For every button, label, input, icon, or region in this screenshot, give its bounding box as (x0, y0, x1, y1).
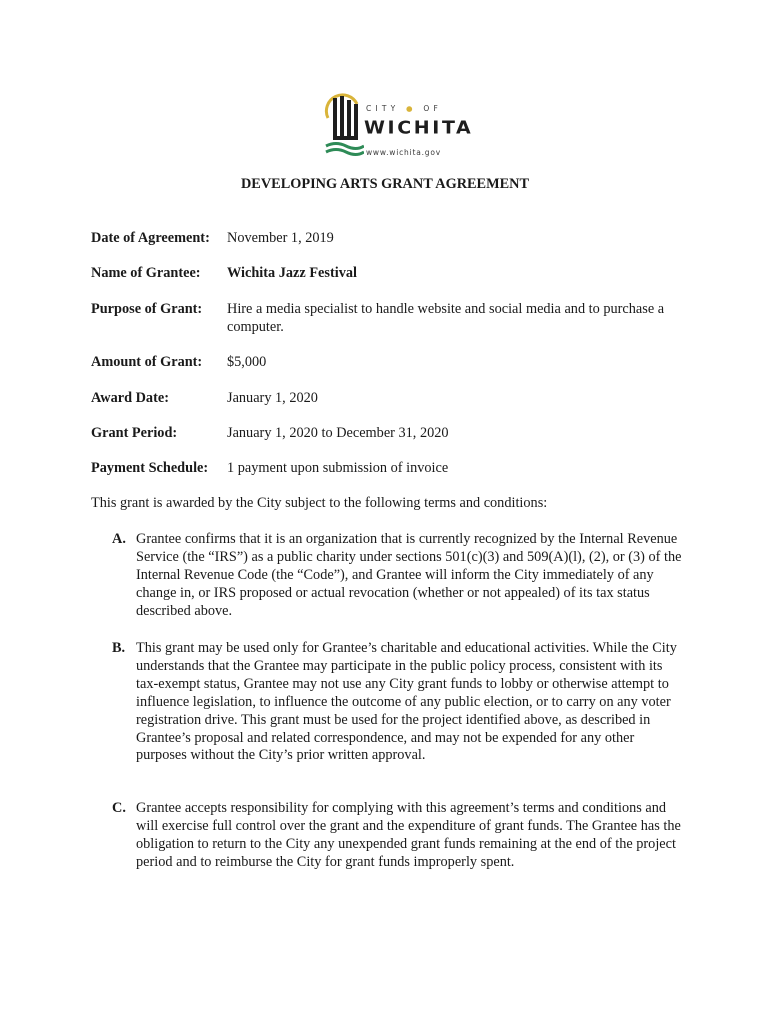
field-label: Payment Schedule: (91, 460, 209, 476)
term-letter: A. (112, 531, 126, 547)
city-website-url: www.wichita.gov (366, 148, 441, 157)
term-letter: B. (112, 640, 126, 656)
field-value: January 1, 2020 to December 31, 2020 (227, 425, 449, 441)
field-value: Wichita Jazz Festival (227, 265, 357, 281)
field-value: 1 payment upon submission of invoice (227, 460, 449, 476)
wichita-emblem-icon (324, 88, 364, 163)
field-label: Grant Period: (91, 425, 178, 441)
document-title: DEVELOPING ARTS GRANT AGREEMENT (240, 176, 529, 192)
field-value: November 1, 2019 (227, 230, 334, 246)
field-label: Date of Agreement: (91, 230, 210, 246)
field-label: Award Date: (91, 390, 169, 406)
field-label: Amount of Grant: (91, 354, 203, 370)
wichita-wordmark: WICHITA (364, 117, 474, 139)
term-text: Grantee confirms that it is an organization that is currently recognized by the Internal Revenue Service (the “IRS”) as a public charity under sections 501(c)(3) and 509(A)(l), (2), or (3) of the Internal Revenue Code (the “Code”), and Grantee will inform the City immediately of any change in, or IRS proposed or actual revocation (whether or not appealed) of its tax status described above. (136, 531, 682, 619)
term-text: Grantee accepts responsibility for complying with this agreement’s terms and conditions and will exercise full control over the grant and the expenditure of grant funds. The Grantee has the obligation to return to the City any unexpended grant funds remaining at the end of the project period and to reimburse the City for grant funds improperly spent. (136, 800, 681, 870)
field-value: $5,000 (227, 354, 267, 370)
term-letter: C. (112, 800, 126, 816)
city-of-wichita-logo (324, 88, 474, 163)
field-value: Hire a media specialist to handle website and social media and to purchase a computer. (227, 301, 665, 335)
field-label: Purpose of Grant: (91, 301, 203, 317)
terms-intro: This grant is awarded by the City subject to the following terms and conditions: (91, 495, 548, 511)
field-value: January 1, 2020 (227, 390, 318, 406)
term-text: This grant may be used only for Grantee’s charitable and educational activities. While the City understands that the Grantee may participate in the public policy process, consistent with its tax-exempt status, Grantee may not use any City grant funds to lobby or otherwise attempt to influence legislation, to influence the outcome of any public election, or to carry on any voter registration drive. This grant must be used for the project identified above, as described in Grantee’s proposal and related correspondence, and may not be expended for any other purposes without the City’s prior written approval. (136, 640, 677, 764)
field-label: Name of Grantee: (91, 265, 201, 281)
city-of-text: CITY ● OF (366, 104, 442, 113)
